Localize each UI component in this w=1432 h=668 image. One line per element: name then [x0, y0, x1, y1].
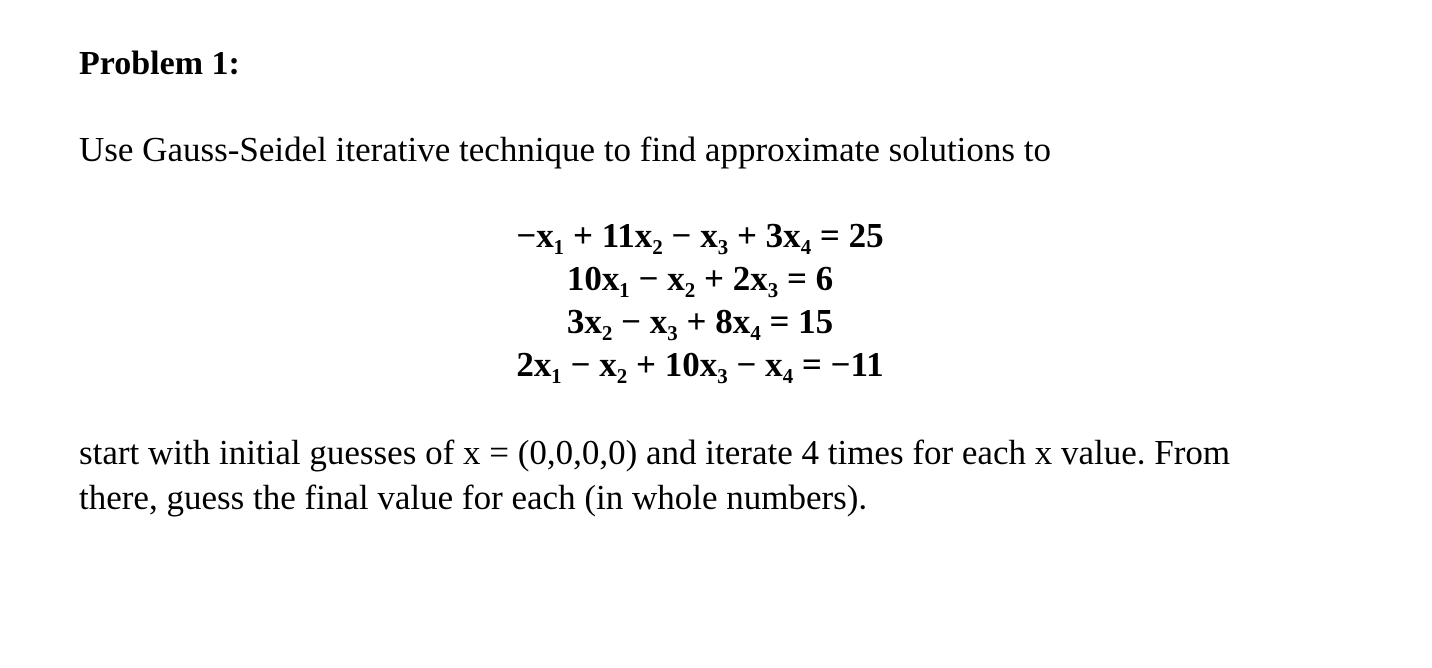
instructions-line-2: there, guess the final value for each (in whole numbers). — [79, 478, 868, 517]
problem-title: Problem 1: — [79, 45, 240, 82]
problem-intro: Use Gauss-Seidel iterative technique to find approximate solutions to — [79, 130, 1052, 169]
equation-4: 2x₁ − x₂ + 10x₃ − x₄ = −11 — [516, 345, 884, 384]
problem-instructions — [79, 430, 1379, 520]
instructions-line-1: start with initial guesses of x = (0,0,0,0) and iterate 4 times for each x value. From — [79, 433, 1231, 472]
equation-3: 3x₂ − x₃ + 8x₄ = 15 — [566, 302, 834, 341]
equation-1: −x₁ + 11x₂ − x₃ + 3x₄ = 25 — [516, 216, 884, 255]
equation-system — [400, 214, 1000, 386]
equation-2: 10x₁ − x₂ + 2x₃ = 6 — [566, 259, 834, 298]
